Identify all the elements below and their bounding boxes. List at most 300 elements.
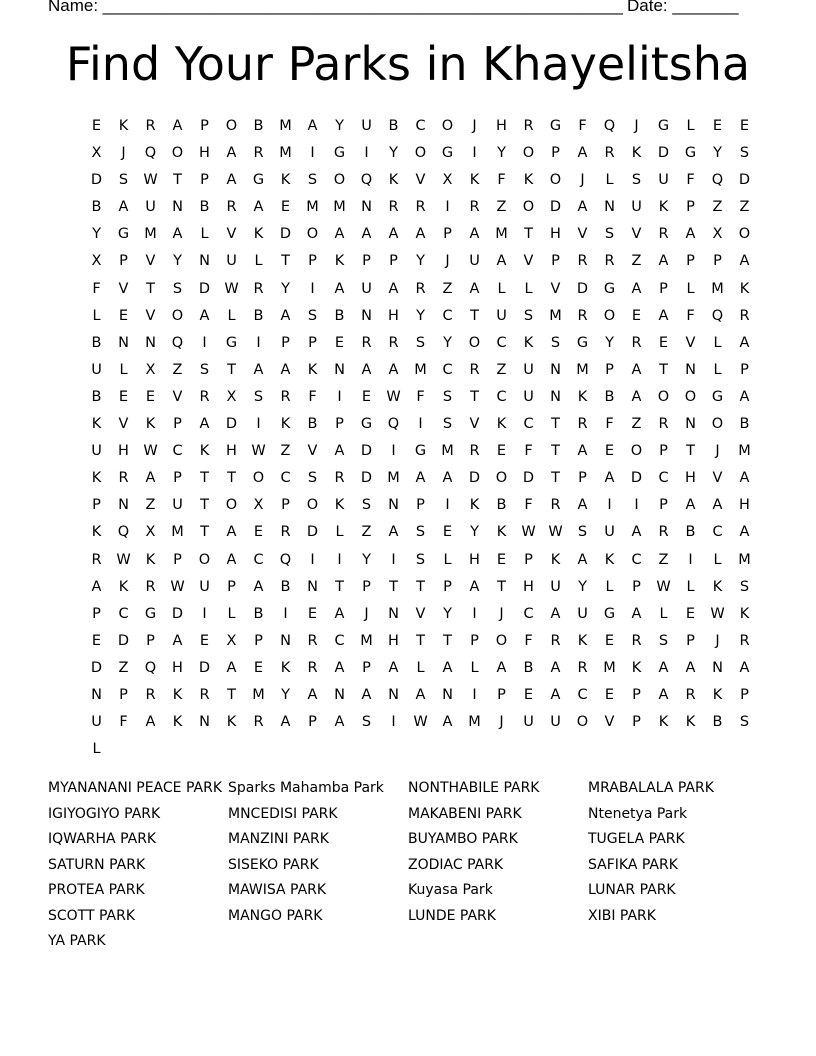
grid-letter: P [308,334,317,351]
grid-letter: K [91,416,102,433]
grid-letter: T [659,361,668,378]
grid-letter: K [145,416,156,433]
grid-letter: L [92,741,101,758]
grid-letter: L [524,280,533,297]
grid-letter: W [386,388,401,405]
grid-letter: C [415,118,426,134]
grid-letter: A [199,307,210,324]
grid-letter: E [199,632,210,649]
grid-letter: E [253,524,264,541]
grid-letter: C [172,443,183,460]
grid-letter: T [146,280,155,297]
grid-letter: H [523,578,534,595]
grid-letter: T [281,253,290,270]
grid-letter: D [171,605,184,622]
grid-letter: L [254,253,263,270]
grid-letter: C [523,605,534,622]
grid-letter: N [280,632,291,649]
grid-letter: D [360,470,373,487]
grid-letter: D [90,659,103,676]
grid-letter: A [658,686,669,703]
grid-letter: R [280,524,291,541]
word-list-item: IGIYOGIYO PARK [48,805,161,822]
grid-letter: L [686,578,695,595]
grid-letter: X [442,172,453,189]
grid-letter: R [469,443,480,460]
date-field-line: Date: _______ [627,0,739,15]
grid-letter: Q [603,118,616,134]
grid-letter: M [441,443,454,460]
grid-letter: A [739,334,750,351]
grid-letter: A [577,199,588,216]
grid-letter: L [335,524,344,541]
grid-letter: M [279,118,292,134]
grid-letter: I [391,551,396,568]
grid-letter: G [603,280,616,297]
grid-letter: V [415,605,426,622]
grid-letter: U [496,307,507,324]
grid-letter: O [657,388,670,405]
word-list-item: MRABALALA PARK [588,780,714,796]
grid-letter: A [253,361,264,378]
word-list-item: LUNAR PARK [588,882,676,898]
grid-letter: B [604,388,615,405]
grid-letter: A [685,497,696,514]
word-list-item: MNCEDISI PARK [228,805,338,822]
grid-letter: Q [711,172,724,189]
grid-letter: Y [389,145,398,162]
grid-letter: P [173,470,182,487]
grid-letter: P [200,172,209,189]
grid-letter: V [712,470,723,487]
grid-letter: U [361,280,372,297]
grid-letter: O [738,226,751,243]
grid-letter: M [387,470,400,487]
grid-letter: X [145,361,156,378]
grid-letter: T [497,578,506,595]
grid-letter: S [631,172,642,189]
grid-letter: A [550,659,561,676]
grid-letter: T [227,686,236,703]
grid-letter: P [92,605,101,622]
grid-letter: E [604,686,615,703]
grid-letter: K [496,524,507,541]
grid-letter: R [415,280,426,297]
grid-letter: H [739,497,750,514]
grid-letter: H [388,307,399,324]
grid-letter: F [524,632,533,649]
grid-letter: X [145,524,156,541]
word-list-item: YA PARK [48,933,106,949]
grid-letter: R [91,551,102,568]
grid-letter: L [659,605,668,622]
grid-letter: M [711,280,724,297]
grid-letter: R [658,226,669,243]
grid-letter: O [495,470,508,487]
grid-letter: L [470,659,479,676]
grid-letter: A [577,443,588,460]
grid-letter: R [631,632,642,649]
grid-letter: A [739,470,750,487]
grid-letter: K [307,361,318,378]
grid-letter: B [685,524,696,541]
grid-letter: O [576,714,589,731]
word-list-item: LUNDE PARK [408,907,496,924]
grid-letter: N [388,497,399,514]
grid-letter: P [740,686,749,703]
grid-letter: A [334,605,345,622]
grid-letter: L [497,280,506,297]
grid-letter: M [738,443,751,460]
grid-letter: V [415,172,426,189]
grid-letter: N [604,199,615,216]
grid-letter: F [686,307,695,324]
grid-letter: Y [605,334,614,351]
grid-letter: D [738,172,751,189]
grid-letter: I [337,388,342,405]
grid-letter: F [524,443,533,460]
grid-letter: R [550,632,561,649]
grid-letter: E [712,118,723,134]
grid-letter: O [603,307,616,324]
grid-letter: P [389,253,398,270]
grid-letter: E [496,443,507,460]
grid-letter: P [200,118,209,134]
grid-letter: N [361,307,372,324]
grid-letter: I [256,334,261,351]
grid-letter: I [337,551,342,568]
grid-letter: K [145,551,156,568]
grid-letter: T [200,497,209,514]
grid-letter: M [333,199,346,216]
grid-letter: L [605,578,614,595]
grid-letter: R [577,253,588,270]
grid-letter: T [524,226,533,243]
grid-letter: O [711,416,724,433]
grid-letter: Y [173,253,182,270]
grid-letter: K [280,659,291,676]
grid-letter: A [577,497,588,514]
grid-letter: A [739,659,750,676]
grid-letter: A [550,605,561,622]
grid-letter: L [227,605,236,622]
grid-letter: D [549,199,562,216]
grid-letter: O [495,632,508,649]
grid-letter: N [685,416,696,433]
grid-letter: S [604,226,615,243]
grid-letter: A [388,659,399,676]
grid-letter: P [470,632,479,649]
grid-letter: K [577,632,588,649]
grid-letter: B [253,307,264,324]
grid-letter: P [659,497,668,514]
grid-letter: A [496,253,507,270]
grid-letter: K [253,226,264,243]
grid-letter: G [684,145,697,162]
grid-letter: P [281,497,290,514]
grid-letter: K [172,686,183,703]
word-list-item: BUYAMBO PARK [408,831,518,847]
grid-letter: A [658,253,669,270]
grid-letter: D [360,443,373,460]
grid-letter: U [91,714,102,731]
grid-letter: T [200,524,209,541]
grid-letter: W [521,524,536,541]
grid-letter: S [442,416,453,433]
grid-letter: R [226,199,237,216]
grid-letter: R [145,118,156,134]
grid-letter: K [658,199,669,216]
grid-letter: I [418,416,423,433]
grid-letter: U [523,361,534,378]
grid-letter: A [442,470,453,487]
grid-letter: L [119,361,128,378]
grid-letter: A [226,145,237,162]
grid-letter: K [712,578,723,595]
grid-letter: K [226,714,237,731]
grid-letter: M [360,632,373,649]
grid-letter: B [307,416,318,433]
grid-letter: A [226,659,237,676]
grid-letter: K [739,280,750,297]
grid-letter: N [199,253,210,270]
grid-letter: F [578,118,587,134]
grid-letter: P [362,659,371,676]
grid-letter: A [442,714,453,731]
grid-letter: A [712,497,723,514]
grid-letter: X [91,145,102,162]
grid-letter: O [171,307,184,324]
grid-letter: P [362,578,371,595]
grid-letter: U [523,388,534,405]
grid-letter: H [226,443,237,460]
grid-letter: P [92,497,101,514]
grid-letter: K [199,443,210,460]
grid-letter: V [577,226,588,243]
word-list-item: SCOTT PARK [48,907,136,924]
grid-letter: A [334,659,345,676]
grid-letter: Y [281,280,290,297]
grid-letter: C [118,605,129,622]
grid-letter: O [441,118,454,134]
grid-letter: U [523,714,534,731]
grid-letter: I [364,145,369,162]
grid-letter: A [388,226,399,243]
grid-letter: P [632,686,641,703]
grid-letter: S [361,497,372,514]
grid-letter: V [118,416,129,433]
grid-letter: R [199,686,210,703]
grid-letter: A [685,226,696,243]
grid-letter: A [334,280,345,297]
grid-letter: R [307,659,318,676]
grid-letter: M [144,226,157,243]
grid-letter: Y [335,118,344,134]
grid-letter: T [173,172,182,189]
grid-letter: S [739,145,750,162]
grid-letter: A [253,578,264,595]
grid-letter: P [119,253,128,270]
grid-letter: P [632,578,641,595]
grid-letter: Q [144,145,157,162]
grid-letter: M [603,659,616,676]
grid-letter: M [279,145,292,162]
grid-letter: K [334,497,345,514]
grid-letter: I [472,605,477,622]
grid-letter: I [472,145,477,162]
grid-letter: T [416,632,425,649]
grid-letter: E [631,307,642,324]
grid-letter: J [121,145,126,162]
grid-letter: A [631,361,642,378]
grid-letter: A [631,388,642,405]
word-list-item: MANGO PARK [228,907,323,924]
grid-letter: P [524,551,533,568]
grid-letter: I [256,416,261,433]
grid-letter: O [522,145,535,162]
grid-letter: U [577,605,588,622]
grid-letter: D [306,524,319,541]
grid-letter: L [227,307,236,324]
grid-letter: D [630,470,643,487]
grid-letter: A [91,578,102,595]
grid-letter: Z [631,253,642,270]
grid-letter: A [280,307,291,324]
grid-letter: T [470,388,479,405]
grid-letter: C [496,334,507,351]
word-list [48,776,768,955]
grid-letter: T [551,416,560,433]
grid-letter: P [443,226,452,243]
grid-letter: P [146,632,155,649]
grid-letter: N [118,334,129,351]
grid-letter: B [334,307,345,324]
grid-letter: Q [117,524,130,541]
grid-letter: W [548,524,563,541]
grid-letter: K [334,253,345,270]
grid-letter: I [472,686,477,703]
grid-letter: A [226,551,237,568]
grid-letter: T [227,361,236,378]
grid-letter: L [92,307,101,324]
grid-letter: B [739,416,750,433]
grid-letter: T [551,443,560,460]
grid-letter: F [92,280,101,297]
grid-letter: S [199,361,210,378]
grid-letter: C [712,524,723,541]
grid-letter: Y [443,605,452,622]
grid-letter: C [253,551,264,568]
grid-letter: P [362,253,371,270]
grid-letter: O [630,443,643,460]
grid-letter: S [253,388,264,405]
grid-letter: M [468,714,481,731]
grid-letter: V [604,714,615,731]
grid-letter: G [711,388,724,405]
grid-letter: W [116,551,131,568]
grid-letter: P [119,686,128,703]
grid-letter: I [391,443,396,460]
grid-letter: W [143,443,158,460]
grid-letter: F [605,416,614,433]
grid-letter: Z [118,659,129,676]
grid-letter: W [656,578,671,595]
grid-letter: R [739,307,750,324]
grid-letter: O [252,470,265,487]
grid-letter: K [469,172,480,189]
grid-letter: Z [658,551,669,568]
grid-letter: N [145,334,156,351]
grid-letter: R [739,632,750,649]
grid-letter: A [577,551,588,568]
grid-letter: L [713,551,722,568]
grid-letter: J [499,605,504,622]
grid-letter: R [334,470,345,487]
grid-letter: I [310,145,315,162]
grid-letter: A [172,118,183,134]
grid-letter: V [118,280,129,297]
grid-letter: T [389,578,398,595]
grid-letter: A [253,199,264,216]
word-list-item: TUGELA PARK [588,831,685,847]
grid-letter: R [577,307,588,324]
grid-letter: A [415,686,426,703]
grid-letter: R [388,199,399,216]
grid-letter: P [308,714,317,731]
grid-letter: W [413,714,428,731]
grid-letter: R [577,416,588,433]
grid-letter: E [739,118,750,134]
grid-letter: A [280,714,291,731]
grid-letter: Y [713,145,722,162]
grid-letter: L [443,551,452,568]
grid-letter: M [414,361,427,378]
grid-letter: R [658,524,669,541]
grid-letter: Z [280,443,291,460]
grid-letter: K [469,497,480,514]
grid-letter: Q [144,659,157,676]
grid-letter: S [415,524,426,541]
word-list-item: Sparks Mahamba Park [228,780,384,796]
grid-letter: S [415,334,426,351]
grid-letter: E [91,118,102,134]
grid-letter: C [334,632,345,649]
grid-letter: U [550,578,561,595]
grid-letter: R [631,334,642,351]
grid-letter: A [280,361,291,378]
grid-letter: Y [578,578,587,595]
grid-letter: E [253,659,264,676]
grid-letter: R [253,280,264,297]
grid-letter: A [631,280,642,297]
grid-letter: N [334,361,345,378]
grid-letter: M [252,686,265,703]
grid-letter: K [118,118,129,134]
word-list-item: ZODIAC PARK [408,856,504,873]
name-date-header [48,0,739,16]
grid-letter: Z [496,199,507,216]
grid-letter: S [550,334,561,351]
grid-letter: S [415,551,426,568]
grid-letter: P [713,253,722,270]
grid-letter: N [685,361,696,378]
grid-letter: Y [470,524,479,541]
grid-letter: O [198,551,211,568]
grid-letter: Q [711,307,724,324]
grid-letter: A [145,714,156,731]
grid-letter: C [658,470,669,487]
grid-letter: K [712,686,723,703]
